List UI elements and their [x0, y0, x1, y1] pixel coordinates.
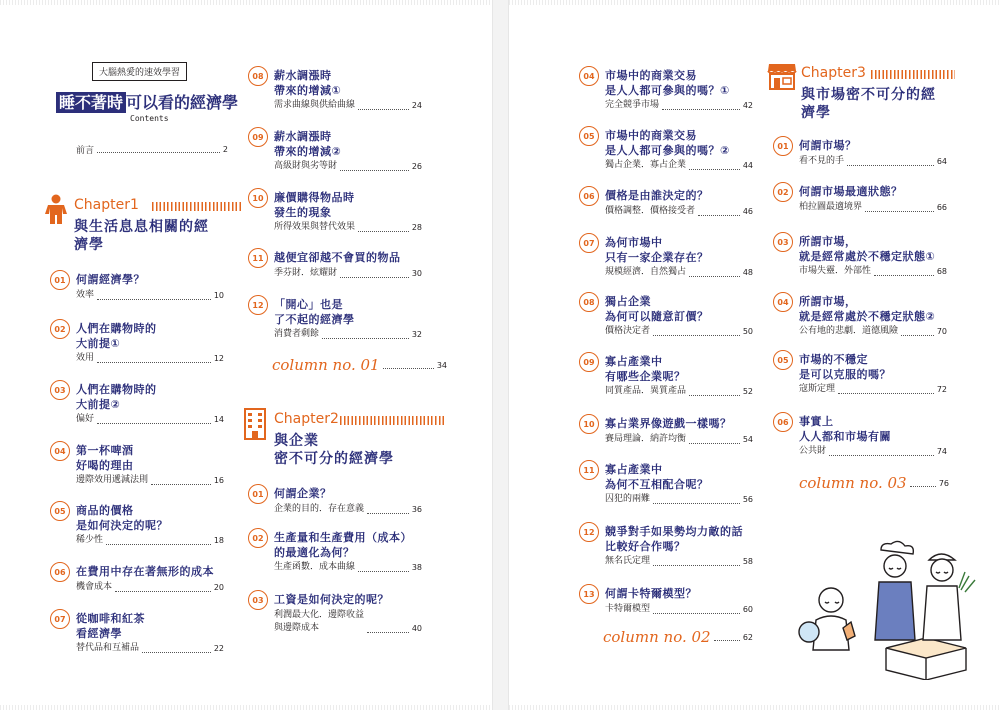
toc-entry[interactable] — [50, 319, 224, 364]
column2-row[interactable] — [603, 628, 753, 646]
entry-keywords: 看不見的手 — [799, 156, 845, 166]
entry-subtitle-row — [274, 265, 422, 278]
entry-keywords: 囚犯的兩難 — [605, 494, 651, 504]
entry-keywords: 高級財與劣等財 — [274, 161, 338, 171]
column1-row[interactable] — [272, 356, 447, 374]
entry-page: 56 — [742, 495, 753, 504]
toc-entry[interactable] — [773, 292, 947, 337]
entry-number: 03 — [248, 590, 268, 610]
entry-subtitle-row — [799, 153, 947, 166]
chapter1-name: Chapter1 — [74, 197, 139, 213]
leader-dots — [97, 293, 211, 300]
toc-entry[interactable] — [773, 136, 947, 167]
entry-number: 07 — [579, 233, 599, 253]
entry-title: 何謂市場？ — [799, 139, 857, 152]
right-page — [508, 0, 1000, 710]
leader-dots — [106, 538, 211, 545]
entry-keywords: 規模經濟．自然獨占 — [605, 267, 687, 277]
leader-dots — [901, 329, 934, 336]
leader-dots — [838, 387, 934, 394]
preface-label: 前言 — [76, 146, 95, 156]
entry-page: 70 — [936, 327, 947, 336]
chapter2-heading — [244, 408, 454, 468]
entry-number: 12 — [248, 295, 268, 315]
entry-page: 72 — [936, 385, 947, 394]
entry-page: 18 — [213, 536, 224, 545]
leader-dots — [367, 626, 409, 633]
leader-dots — [322, 332, 409, 339]
entry-subtitle-row — [605, 431, 753, 444]
entry-number: 04 — [50, 441, 70, 461]
entry-keywords: 企業的目的．存在意義 — [274, 504, 365, 514]
toc-entry[interactable] — [50, 441, 224, 486]
entry-page: 46 — [742, 207, 753, 216]
entry-title: 商品的價格 是如何決定的呢？ — [76, 504, 168, 532]
chapter2-bars — [340, 416, 444, 425]
entry-keywords: 價格決定者 — [605, 326, 651, 336]
leader-dots — [97, 356, 211, 363]
entry-number: 05 — [579, 126, 599, 146]
entry-subtitle-row — [799, 323, 947, 336]
entry-page: 74 — [936, 447, 947, 456]
leader-dots — [653, 607, 740, 614]
entry-keywords: 機會成本 — [76, 582, 113, 592]
entry-subtitle-row — [76, 287, 224, 300]
entry-number: 03 — [50, 380, 70, 400]
toc-entry[interactable] — [50, 501, 224, 546]
entry-title: 人們在購物時的 大前提② — [76, 383, 157, 411]
entry-subtitle-row — [799, 381, 947, 394]
title-part1: 睡不著時 — [56, 92, 126, 113]
entry-title: 獨占企業 為何可以隨意訂價？ — [605, 295, 709, 323]
chapter1-title: 與生活息息相關的經濟學 — [74, 219, 209, 253]
entry-title: 何謂卡特爾模型？ — [605, 587, 697, 600]
entry-subtitle-row — [76, 532, 224, 545]
column2-label: column no. 02 — [603, 628, 711, 646]
entry-number: 06 — [579, 186, 599, 206]
entry-keywords: 季芬財．炫耀財 — [274, 268, 338, 278]
entry-subtitle-row — [274, 158, 422, 171]
entry-subtitle-row — [274, 501, 422, 514]
entry-page: 32 — [411, 330, 422, 339]
entry-page: 10 — [213, 291, 224, 300]
entry-keywords: 寇斯定理 — [799, 384, 836, 394]
entry-number: 07 — [50, 609, 70, 629]
entry-page: 60 — [742, 605, 753, 614]
leader-dots — [367, 507, 409, 514]
chapter3-heading — [767, 62, 987, 126]
leader-dots — [358, 565, 409, 572]
entry-page: 58 — [742, 557, 753, 566]
entry-number: 12 — [579, 522, 599, 542]
entry-page: 66 — [936, 203, 947, 212]
entry-keywords: 需求曲線與供給曲線 — [274, 100, 356, 110]
entry-subtitle-row — [274, 559, 422, 572]
entry-title: 寡占產業中 有哪些企業呢？ — [605, 355, 686, 383]
toc-entry[interactable] — [248, 590, 422, 633]
entry-keywords: 效用 — [76, 353, 95, 363]
entry-keywords: 消費者剩餘 — [274, 329, 320, 339]
entry-subtitle-row — [605, 323, 753, 336]
entry-title: 市場中的商業交易 是人人都可參與的嗎？① — [605, 69, 730, 97]
leader-dots — [151, 478, 211, 485]
toc-entry[interactable] — [248, 188, 422, 233]
entry-page: 48 — [742, 268, 753, 277]
top-edge — [0, 0, 492, 5]
toc-entry[interactable] — [579, 460, 753, 505]
entry-number: 11 — [248, 248, 268, 268]
chapter3-name: Chapter3 — [801, 65, 866, 81]
toc-entry[interactable] — [579, 414, 753, 445]
leader-dots — [653, 329, 740, 336]
leader-dots — [865, 205, 934, 212]
entry-subtitle-row — [605, 601, 753, 614]
leader-dots — [340, 164, 409, 171]
chapter3-title: 與市場密不可分的經濟學 — [801, 87, 936, 121]
entry-keywords: 公共財 — [799, 446, 827, 456]
entry-keywords: 生產函數．成本曲線 — [274, 562, 356, 572]
entry-keywords: 無名氏定理 — [605, 556, 651, 566]
column3-label: column no. 03 — [799, 474, 907, 492]
entry-subtitle-row — [799, 443, 947, 456]
entry-keywords: 柏拉圖最適境界 — [799, 202, 863, 212]
toc-entry[interactable] — [579, 66, 753, 111]
toc-entry[interactable] — [579, 233, 753, 278]
toc-entry[interactable] — [773, 350, 947, 395]
leader-dots — [653, 559, 740, 566]
entry-keywords: 偏好 — [76, 414, 95, 424]
title-kicker: 大腦熱愛的速效學習 — [92, 62, 187, 81]
entry-subtitle-row — [799, 263, 947, 276]
entry-title: 事實上 人人都和市場有關 — [799, 415, 891, 443]
toc-entry[interactable] — [579, 186, 753, 217]
entry-subtitle-row — [76, 350, 224, 363]
leader-dots — [97, 417, 211, 424]
entry-title: 從咖啡和紅茶 看經濟學 — [76, 612, 145, 640]
entry-number: 10 — [579, 414, 599, 434]
entry-number: 04 — [579, 66, 599, 86]
toc-entry[interactable] — [50, 380, 224, 425]
entry-title: 市場中的商業交易 是人人都可參與的嗎？② — [605, 129, 730, 157]
entry-page: 26 — [411, 162, 422, 171]
entry-title: 所謂市場， 就是經常處於不穩定狀態② — [799, 295, 936, 323]
toc-entry[interactable] — [773, 182, 947, 213]
toc-entry[interactable] — [248, 484, 422, 515]
entry-subtitle-row — [605, 383, 753, 396]
toc-entry[interactable] — [773, 412, 947, 457]
chapter1-bars — [152, 202, 242, 211]
entry-number: 01 — [248, 484, 268, 504]
entry-subtitle-row — [76, 411, 224, 424]
column2-page: 62 — [742, 632, 753, 642]
entry-number: 06 — [773, 412, 793, 432]
leader-dots — [689, 437, 740, 444]
entry-title: 何謂企業？ — [274, 487, 332, 500]
entry-title: 人們在購物時的 大前提① — [76, 322, 157, 350]
entry-keywords: 獨占企業．寡占企業 — [605, 160, 687, 170]
entry-title: 薪水調漲時 帶來的增減① — [274, 69, 342, 97]
entry-keywords: 替代品和互補品 — [76, 643, 140, 653]
building-icon — [244, 408, 266, 440]
entry-number: 05 — [773, 350, 793, 370]
toc-entry[interactable] — [248, 528, 422, 573]
leader-dots — [358, 225, 409, 232]
leader-dots — [698, 209, 740, 216]
leader-dots — [340, 271, 409, 278]
toc-entry[interactable] — [579, 292, 753, 337]
entry-page: 52 — [742, 387, 753, 396]
title-part2: 可以看的經濟學 — [126, 93, 239, 112]
entry-number: 10 — [248, 188, 268, 208]
entry-keywords: 價格調整．價格接受者 — [605, 206, 696, 216]
entry-keywords: 稀少性 — [76, 535, 104, 545]
toc-entry[interactable] — [579, 584, 753, 615]
entry-keywords: 市場失靈．外部性 — [799, 266, 872, 276]
entry-number: 09 — [579, 352, 599, 372]
entry-page: 40 — [411, 624, 422, 633]
entry-number: 08 — [579, 292, 599, 312]
entry-title: 價格是由誰決定的？ — [605, 189, 709, 202]
entry-subtitle-row — [605, 491, 753, 504]
entry-title: 生產量和生產費用（成本） 的最適化為何？ — [274, 531, 412, 559]
toc-entry[interactable] — [579, 522, 753, 567]
entry-keywords: 所得效果與替代效果 — [274, 222, 356, 232]
entry-subtitle-row — [605, 553, 753, 566]
entry-page: 42 — [742, 101, 753, 110]
entry-keywords: 同質產品．異質產品 — [605, 386, 687, 396]
toc-entry[interactable] — [248, 66, 422, 111]
entry-number: 02 — [773, 182, 793, 202]
entry-subtitle-row — [605, 203, 753, 216]
column1-page: 34 — [436, 360, 447, 370]
entry-title: 何謂經濟學？ — [76, 273, 145, 286]
leader-dots — [689, 389, 740, 396]
leader-dots — [847, 159, 934, 166]
entry-title: 競爭對手如果勢均力敵的話 比較好合作嗎？ — [605, 525, 743, 553]
entry-keywords: 賽局理論．納許均衡 — [605, 434, 687, 444]
leader-dots — [653, 497, 740, 504]
entry-page: 54 — [742, 435, 753, 444]
toc-entry[interactable] — [50, 609, 224, 654]
entry-number: 03 — [773, 232, 793, 252]
entry-title: 在費用中存在著無形的成本 — [76, 565, 214, 578]
left-page — [0, 0, 493, 710]
leader-dots — [829, 449, 934, 456]
bottom-edge — [0, 705, 492, 710]
entry-page: 30 — [411, 269, 422, 278]
toc-entry[interactable] — [50, 562, 224, 593]
toc-entry[interactable] — [579, 126, 753, 171]
leader-dots — [874, 269, 934, 276]
entry-number: 09 — [248, 127, 268, 147]
entry-title: 第一杯啤酒 好喝的理由 — [76, 444, 134, 472]
toc-entry[interactable] — [579, 352, 753, 397]
column1-label: column no. 01 — [272, 356, 380, 374]
contents-label: Contents — [130, 114, 169, 123]
leader-dots — [358, 103, 409, 110]
entry-page: 16 — [213, 476, 224, 485]
preface-row[interactable] — [76, 143, 228, 156]
entry-page: 36 — [411, 505, 422, 514]
entry-title: 為何市場中 只有一家企業存在？ — [605, 236, 709, 264]
toc-entry[interactable] — [773, 232, 947, 277]
chapter3-bars — [871, 70, 955, 79]
leader-dots — [142, 646, 211, 653]
entry-page: 28 — [411, 223, 422, 232]
book-title — [56, 90, 238, 113]
entry-subtitle-row — [76, 472, 224, 485]
entry-keywords: 利潤最大化．邊際收益 與邊際成本 — [274, 610, 365, 633]
entry-subtitle-row — [605, 97, 753, 110]
market-vendors-illustration — [791, 540, 981, 680]
entry-number: 01 — [50, 270, 70, 290]
chapter2-title: 與企業 密不可分的經濟學 — [274, 433, 394, 467]
entry-title: 何謂市場最適狀態？ — [799, 185, 903, 198]
toc-entry[interactable] — [248, 248, 422, 279]
entry-title: 寡占產業中 為何不互相配合呢？ — [605, 463, 709, 491]
toc-entry[interactable] — [50, 270, 224, 301]
entry-number: 01 — [773, 136, 793, 156]
entry-subtitle-row — [605, 157, 753, 170]
entry-page: 68 — [936, 267, 947, 276]
entry-page: 64 — [936, 157, 947, 166]
entry-page: 20 — [213, 583, 224, 592]
entry-number: 02 — [50, 319, 70, 339]
chapter1-heading — [44, 194, 244, 254]
entry-page: 14 — [213, 415, 224, 424]
leader-dots — [689, 270, 740, 277]
entry-number: 02 — [248, 528, 268, 548]
entry-number: 05 — [50, 501, 70, 521]
leader-dots — [662, 103, 740, 110]
entry-title: 廉價購得物品時 發生的現象 — [274, 191, 355, 219]
entry-title: 薪水調漲時 帶來的增減② — [274, 130, 342, 158]
entry-title: 「開心」也是 了不起的經濟學 — [274, 298, 355, 326]
chapter2-name: Chapter2 — [274, 411, 339, 427]
entry-keywords: 邊際效用遞減法則 — [76, 475, 149, 485]
entry-page: 12 — [213, 354, 224, 363]
entry-subtitle-row — [76, 579, 224, 592]
store-icon — [767, 62, 797, 90]
entry-subtitle-row — [605, 264, 753, 277]
entry-page: 50 — [742, 327, 753, 336]
top-edge-right — [509, 0, 1000, 5]
entry-page: 44 — [742, 161, 753, 170]
book-gutter — [492, 0, 508, 710]
toc-entry[interactable] — [248, 127, 422, 172]
entry-title: 所謂市場， 就是經常處於不穩定狀態① — [799, 235, 936, 263]
entry-subtitle-row — [274, 326, 422, 339]
entry-title: 越便宜卻越不會買的物品 — [274, 251, 401, 264]
preface-page: 2 — [222, 145, 228, 154]
book-title-block — [52, 62, 242, 132]
entry-keywords: 卡特爾模型 — [605, 604, 651, 614]
entry-subtitle-row — [274, 607, 422, 633]
entry-subtitle-row — [76, 640, 224, 653]
entry-title: 寡占業界像遊戲一樣嗎？ — [605, 417, 732, 430]
entry-page: 38 — [411, 563, 422, 572]
entry-page: 22 — [213, 644, 224, 653]
entry-number: 13 — [579, 584, 599, 604]
entry-keywords: 完全競爭市場 — [605, 100, 660, 110]
entry-keywords: 公有地的悲劇．道德風險 — [799, 326, 899, 336]
entry-number: 06 — [50, 562, 70, 582]
entry-subtitle-row — [274, 97, 422, 110]
leader-dots — [689, 163, 740, 170]
column3-row[interactable] — [799, 474, 949, 492]
person-icon — [44, 194, 68, 224]
bottom-edge-right — [509, 705, 1000, 710]
entry-number: 08 — [248, 66, 268, 86]
entry-number: 11 — [579, 460, 599, 480]
entry-title: 工資是如何決定的呢？ — [274, 593, 389, 606]
entry-subtitle-row — [799, 199, 947, 212]
entry-keywords: 效率 — [76, 290, 95, 300]
toc-entry[interactable] — [248, 295, 422, 340]
entry-title: 市場的不穩定 是可以克服的嗎？ — [799, 353, 891, 381]
entry-page: 24 — [411, 101, 422, 110]
leader-dots — [115, 585, 211, 592]
entry-number: 04 — [773, 292, 793, 312]
column3-page: 76 — [938, 478, 949, 488]
entry-subtitle-row — [274, 219, 422, 232]
